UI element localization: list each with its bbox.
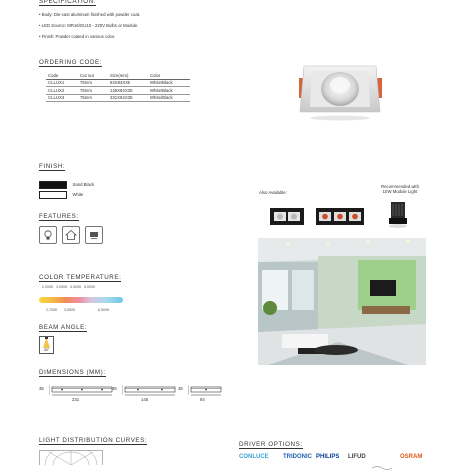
color-temperature-bar (39, 297, 123, 303)
cell-cutout: 75mm (78, 94, 108, 102)
finish-label: Sand Black (72, 182, 95, 188)
dimension-drawing (122, 385, 178, 397)
dimension-width: 84 (200, 397, 205, 402)
driver-options-title: DRIVER OPTIONS: (239, 441, 303, 448)
also-available-label: Also Available: (259, 190, 287, 195)
also-available-images (268, 203, 378, 231)
ct-label: 5,000K (84, 285, 96, 289)
cell-cutout: 75mm (78, 79, 108, 87)
color-temperature-title: COLOR TEMPERATURE: (39, 274, 122, 281)
cell-cutout: 75mm (78, 87, 108, 95)
col-size: Size(mm) (108, 72, 148, 79)
spec-bullet: • Finish: Powder coated in various color. (39, 34, 116, 39)
cell-size: 145X84X35 (108, 87, 148, 95)
recommended-line-1: Recommended with (381, 184, 419, 189)
ct-label: 3,000K (56, 285, 68, 289)
interior-photo (258, 238, 426, 365)
dimension-height: 35 (39, 386, 44, 391)
cell-size: 231X84X35 (108, 94, 148, 102)
recommended-line-2: 10W Module Light (382, 189, 418, 195)
col-color: Color (148, 72, 190, 79)
dimension-drawing (188, 385, 224, 397)
dimension-drawing (49, 385, 115, 397)
ct-label: 2,700K (46, 308, 58, 312)
led-light-icon (39, 226, 57, 244)
beam-angle-value: 30° (43, 348, 50, 352)
ct-label: 6,500K (98, 308, 110, 312)
driver-logo-osram: OSRAM (400, 454, 423, 460)
cell-code: CLLUX1 (46, 79, 78, 87)
ct-label: 3,500K (64, 308, 76, 312)
light-distribution-title: LIGHT DISTRIBUTION CURVES: (39, 437, 148, 444)
specification-title: SPECIFICATION: (39, 0, 97, 5)
table-row (46, 79, 190, 87)
dimension-width: 231 (72, 397, 80, 402)
cell-color: White/Black (148, 87, 190, 95)
finish-label: White (72, 192, 84, 198)
module-light-image (386, 200, 410, 230)
driver-logo-conluce: CONLUCE (239, 454, 269, 460)
col-code: Code (46, 72, 78, 79)
cell-color: White/Black (148, 79, 190, 87)
dimension-width: 145 (141, 397, 149, 402)
cell-size: 84X84X35 (108, 79, 148, 87)
spec-bullet: • Body: Die-cast aluminum finished with powder coat. (39, 12, 141, 17)
driver-logo-unlabeled (372, 457, 394, 461)
driver-logos (239, 454, 429, 464)
ordering-title: ORDERING CODE: (39, 59, 103, 66)
features-title: FEATURES: (39, 213, 79, 220)
light-distribution-curve (39, 450, 103, 465)
beam-angle-title: BEAM ANGLE: (39, 324, 88, 331)
beam-angle-icon (39, 336, 54, 354)
cell-code: CLLUX3 (46, 94, 78, 102)
spec-bullet: • LED Source: MR16/GU10 - 220V Bulbs or Module. (39, 23, 139, 28)
cell-color: White/Black (148, 94, 190, 102)
driver-logo-lifud: LIFUD (348, 454, 366, 460)
driver-logo-tridonic: TRIDONIC (283, 454, 312, 460)
product-image (290, 52, 390, 127)
housing-icon (85, 226, 103, 244)
dimension-height: 35 (112, 386, 117, 391)
house-icon (62, 226, 80, 244)
ordering-table (46, 72, 190, 102)
cell-code: CLLUX2 (46, 87, 78, 95)
finish-swatch-white (39, 191, 67, 199)
recommended-text (372, 184, 428, 195)
ct-label: 2,200K (42, 285, 54, 289)
table-row (46, 87, 190, 95)
finish-white (39, 186, 83, 204)
table-row (46, 94, 190, 102)
ct-label: 4,000K (70, 285, 82, 289)
ordering-header-row (46, 72, 190, 79)
dimensions-title: DIMENSIONS (MM): (39, 369, 106, 376)
col-cutout: Cut out (78, 72, 108, 79)
driver-logo-philips: PHILIPS (316, 454, 340, 460)
finish-title: FINISH: (39, 163, 66, 170)
features-icons (39, 226, 103, 244)
specification-list (39, 12, 239, 43)
dimension-height: 35 (178, 386, 183, 391)
